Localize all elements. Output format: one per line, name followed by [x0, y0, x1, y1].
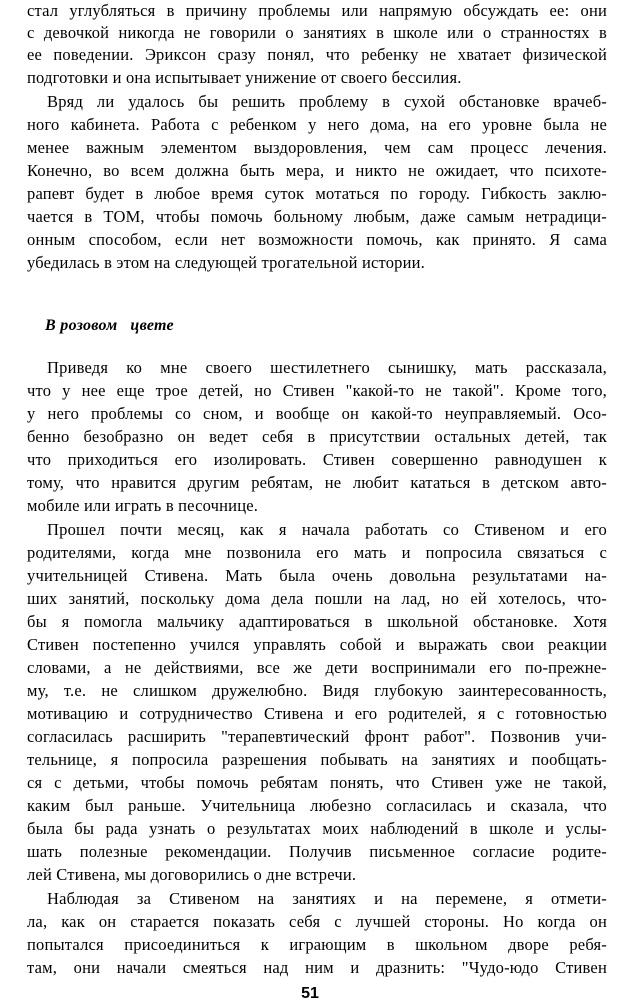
text-line: Вряд ли удалось бы решить проблему в сухой обстановке врачеб-: [47, 92, 607, 111]
text-line: что приходиться его изолировать. Стивен совершенно равнодушен к: [27, 450, 607, 469]
text-line: менее важным элементом выздоровления, чем сам процесс лечения.: [27, 138, 607, 157]
text-line: что у нее еще трое детей, но Стивен "какой-то не такой". Кроме того,: [27, 381, 607, 400]
text-line: шать полезные рекомендации. Получив письменное согласие родите-: [27, 842, 607, 861]
text-line: убедилась в этом на следующей трогательной истории.: [27, 253, 425, 272]
text-line: онным способом, если нет возможности помочь, как принято. Я сама: [27, 230, 607, 249]
text-line: подготовки и она испытывает унижение от своего бессилия.: [27, 68, 462, 87]
text-line: тельнице, я попросила разрешения побывать на занятиях и пообщать-: [27, 750, 607, 769]
text-line: ла, как он старается показать себя с лучшей стороны. Но когда он: [27, 912, 607, 931]
text-line: Приведя ко мне своего шестилетнего сынишку, мать рассказала,: [47, 358, 607, 377]
text-line: лей Стивена, мы договорились о дне встречи.: [27, 865, 357, 884]
text-line: ного кабинета. Работа с ребенком у него дома, на его уровне была не: [27, 115, 607, 134]
page-number: 51: [301, 985, 319, 1002]
text-line: мотивацию и сотрудничество Стивена и его родителей, я с готовностью: [27, 704, 607, 723]
text-line: была бы рада узнать о результатах моих наблюдений в школе и услы-: [27, 819, 607, 838]
text-line: учительницей Стивена. Мать была очень довольна результатами на-: [27, 566, 607, 585]
text-line: стал углубляться в причину проблемы или напрямую обсуждать ее: они: [27, 1, 607, 20]
text-line: Прошел почти месяц, как я начала работать со Стивеном и его: [47, 520, 607, 539]
text-line: бы я помогла мальчику адаптироваться в школьной обстановке. Хотя: [27, 612, 607, 631]
text-line: Конечно, во всем должна быть мера, и никто не ожидает, что психоте-: [27, 161, 607, 180]
text-line: рапевт будет в любое время суток мотаться по городу. Гибкость заклю-: [27, 184, 607, 203]
text-line: му, т.е. не слишком дружелюбно. Видя глубокую заинтересованность,: [27, 681, 607, 700]
text-line: родителями, когда мне позвонила его мать и попросила связаться с: [27, 543, 607, 562]
text-line: у него проблемы со сном, и вообще он какой-то неуправляемый. Осо-: [27, 404, 607, 423]
text-line: попытался присоединиться к играющим в школьном дворе ребя-: [27, 935, 607, 954]
text-line: ее поведении. Эриксон сразу понял, что ребенку не хватает физической: [27, 45, 607, 64]
text-line: каким был раньше. Учительница любезно согласилась и сказала, что: [27, 796, 607, 815]
section-heading: В розовом цвете: [45, 317, 174, 334]
text-line: словами, а не действиями, все же дети воспринимали его по-прежне-: [27, 658, 607, 677]
text-line: Стивен постепенно учился управлять собой и выражать свои реакции: [27, 635, 607, 654]
text-line: чается в ТОМ, чтобы помочь больному любым, даже самым нетрадици-: [27, 207, 607, 226]
text-line: ся с детьми, чтобы помочь ребятам понять, что Стивен уже не такой,: [27, 773, 607, 792]
text-line: Наблюдая за Стивеном на занятиях и на перемене, я отмети-: [47, 889, 607, 908]
text-line: мобиле или играть в песочнице.: [27, 496, 259, 515]
text-line: бенно безобразно он ведет себя в присутствии остальных детей, так: [27, 427, 607, 446]
text-line: согласилась расширить "терапевтический фронт работ". Позвонив учи-: [27, 727, 607, 746]
text-line: ших занятий, поскольку дома дела пошли на лад, но ей хотелось, что-: [27, 589, 607, 608]
text-line: тому, что нравится другим ребятам, не любит кататься в детском авто-: [27, 473, 607, 492]
text-line: с девочкой никогда не говорили о занятиях в школе или о странностях в: [27, 23, 607, 42]
text-line: там, они начали смеяться над ним и дразнить: "Чудо-юдо Стивен: [27, 958, 607, 977]
